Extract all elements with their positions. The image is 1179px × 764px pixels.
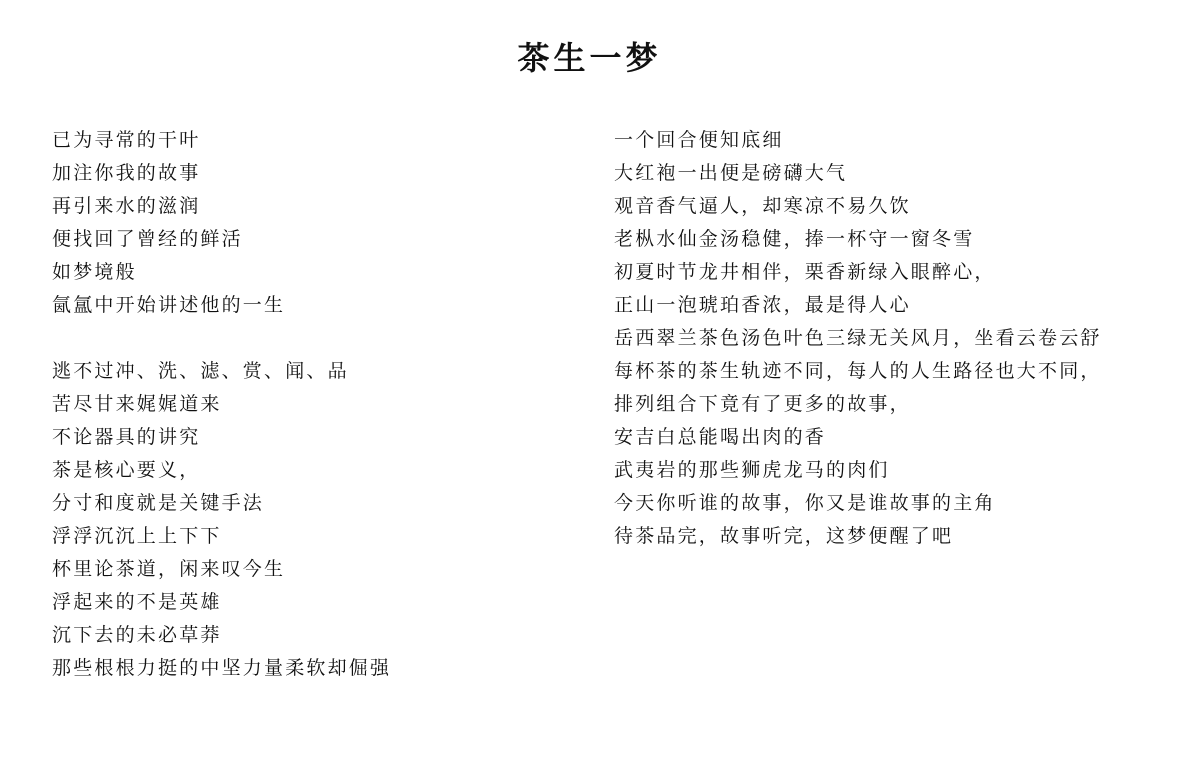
poem-line: 岳西翠兰茶色汤色叶色三绿无关风月，坐看云卷云舒 xyxy=(614,327,1102,349)
poem-line: 安吉白总能喝出肉的香 xyxy=(614,426,827,448)
poem-line: 正山一泡琥珀香浓，最是得人心 xyxy=(614,294,911,316)
poem-line: 加注你我的故事 xyxy=(52,162,201,184)
poem-line: 浮浮沉沉上上下下 xyxy=(52,525,222,547)
poem-line: 老枞水仙金汤稳健，捧一杯守一窗冬雪 xyxy=(614,228,975,250)
poem-right-column xyxy=(614,124,1174,553)
poem-left-column xyxy=(52,124,572,685)
poem-line: 苦尽甘来娓娓道来 xyxy=(52,393,222,415)
poem-line: 初夏时节龙井相伴，栗香新绿入眼醉心， xyxy=(614,261,996,283)
poem-line: 逃不过冲、洗、滤、赏、闻、品 xyxy=(52,360,349,382)
poem-line: 排列组合下竟有了更多的故事， xyxy=(614,393,911,415)
poem-line: 沉下去的未必草莽 xyxy=(52,624,222,646)
poem-line: 今天你听谁的故事，你又是谁故事的主角 xyxy=(614,492,996,514)
poem-line: 已为寻常的干叶 xyxy=(52,129,201,151)
poem-line: 每杯茶的茶生轨迹不同，每人的人生路径也大不同， xyxy=(614,360,1102,382)
poem-line: 一个回合便知底细 xyxy=(614,129,784,151)
poem-line: 浮起来的不是英雄 xyxy=(52,591,222,613)
poem-line: 分寸和度就是关键手法 xyxy=(52,492,265,514)
poem-line: 便找回了曾经的鲜活 xyxy=(52,228,243,250)
poem-line: 观音香气逼人，却寒凉不易久饮 xyxy=(614,195,911,217)
poem-line: 待茶品完，故事听完，这梦便醒了吧 xyxy=(614,525,954,547)
poem-title: 茶生一梦 xyxy=(517,39,662,77)
poem-line: 如梦境般 xyxy=(52,261,137,283)
poem-line: 茶是核心要义， xyxy=(52,459,201,481)
poem-line: 大红袍一出便是磅礴大气 xyxy=(614,162,848,184)
stanza-break xyxy=(52,322,572,355)
poem-line: 不论器具的讲究 xyxy=(52,426,201,448)
poem-line: 氤氲中开始讲述他的一生 xyxy=(52,294,286,316)
poem-line: 杯里论茶道，闲来叹今生 xyxy=(52,558,286,580)
poem-line: 再引来水的滋润 xyxy=(52,195,201,217)
poem-line: 武夷岩的那些狮虎龙马的肉们 xyxy=(614,459,890,481)
poem-line: 那些根根力挺的中坚力量柔软却倔强 xyxy=(52,657,392,679)
